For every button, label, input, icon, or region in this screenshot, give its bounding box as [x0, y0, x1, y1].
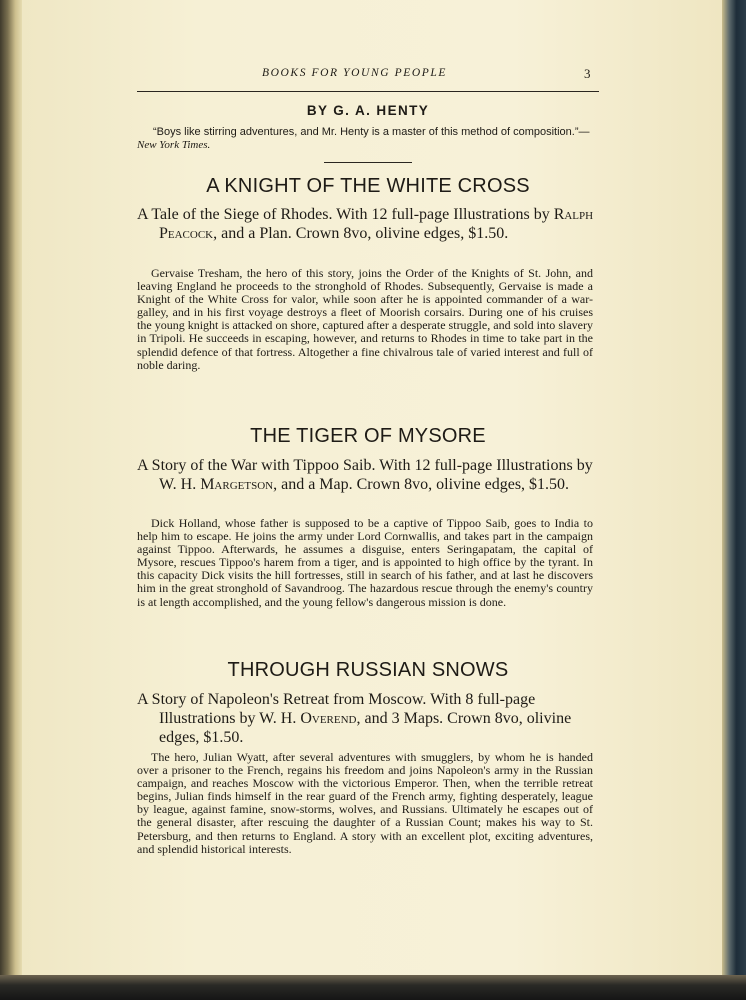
press-quote [137, 126, 599, 152]
book-spine-shadow [0, 0, 22, 1000]
section-divider [324, 162, 412, 163]
book-description: A Story of the War with Tippoo Saib. With 12 full-page Illustrations by W. H. Margetson, and a Map. Crown 8vo, olivine edges, $1.50. [137, 457, 593, 493]
book-summary: The hero, Julian Wyatt, after several adventures with smugglers, by whom he is handed over a prisoner to the French, regains his freedom and joins Napoleon's army in the Russian campaign, and reaches Moscow with the victorious Emperor. Then, when the terrible retreat begins, Julian finds himself in the rear guard of the French army, fighting desperately, league by league, against famine, snow-storms, wolves, and Russians. Ultimately he escapes out of the general disaster, after rescuing the daughter of a Russian Count; makes his way to St. Petersburg, and then returns to England. A story with an excellent plot, exciting adventures, and splendid historical interests. [137, 750, 593, 856]
book-title: THROUGH RUSSIAN SNOWS [227, 659, 509, 681]
quote-source: New York Times. [137, 139, 211, 151]
header-rule [137, 91, 599, 92]
book-description: A Story of Napoleon's Retreat from Moscow. With 8 full-page Illustrations by W. H. Overend, and 3 Maps. Crown 8vo, olivine edges, $1.50. [137, 691, 572, 746]
illustrator-name: Ralph Peacock [159, 206, 594, 242]
book-summary: Dick Holland, whose father is supposed to be a captive of Tippoo Saib, goes to India to help him to escape. He joins the army under Lord Cornwallis, and takes part in the campaign against Tippoo. Afterwards, he assumes a disguise, enters Seringapatam, the capital of Mysore, rescues Tippoo's harem from a tiger, and is appointed to high office by the tyrant. In this capacity Dick visits the hill fortresses, still in search of his father, and at last he discovers him in the great stronghold of Savandroog. The hazardous rescue through the enemy's country is at length accomplished, and the young fellow's dangerous mission is done. [137, 516, 593, 609]
book-title: THE TIGER OF MYSORE [250, 425, 486, 447]
book-description: A Tale of the Siege of Rhodes. With 12 full-page Illustrations by Ralph Peacock, and a Plan. Crown 8vo, olivine edges, $1.50. [137, 206, 594, 242]
illustrator-name: Margetson [200, 476, 274, 493]
page-number: 3 [584, 66, 591, 81]
book-summary: Gervaise Tresham, the hero of this story, joins the Order of the Knights of St. John, and leaving England he proceeds to the stronghold of Rhodes. Subsequently, Gervaise is made a Knight of the White Cross for valor, while soon after he is appointed commander of a war-galley, and in his first voyage destroys a fleet of Moorish corsairs. During one of his cruises the young knight is attacked on shore, captured after a desperate struggle, and sold into slavery in Tripoli. He succeeds in escaping, however, and returns to Rhodes in time to take part in the splendid defence of that fortress. Altogether a fine chivalrous tale of varied interest and full of noble daring. [137, 266, 593, 372]
byline: BY G. A. HENTY [306, 103, 430, 118]
running-head: BOOKS FOR YOUNG PEOPLE [262, 67, 448, 79]
book-cover-edge [722, 0, 746, 1000]
quote-text: “Boys like stirring adventures, and Mr. Henty is a master of this method of composition.”— [153, 126, 590, 138]
book-title: A KNIGHT OF THE WHITE CROSS [206, 175, 530, 197]
illustrator-name: Overend [300, 710, 357, 727]
scan-bottom-edge [0, 975, 746, 1000]
